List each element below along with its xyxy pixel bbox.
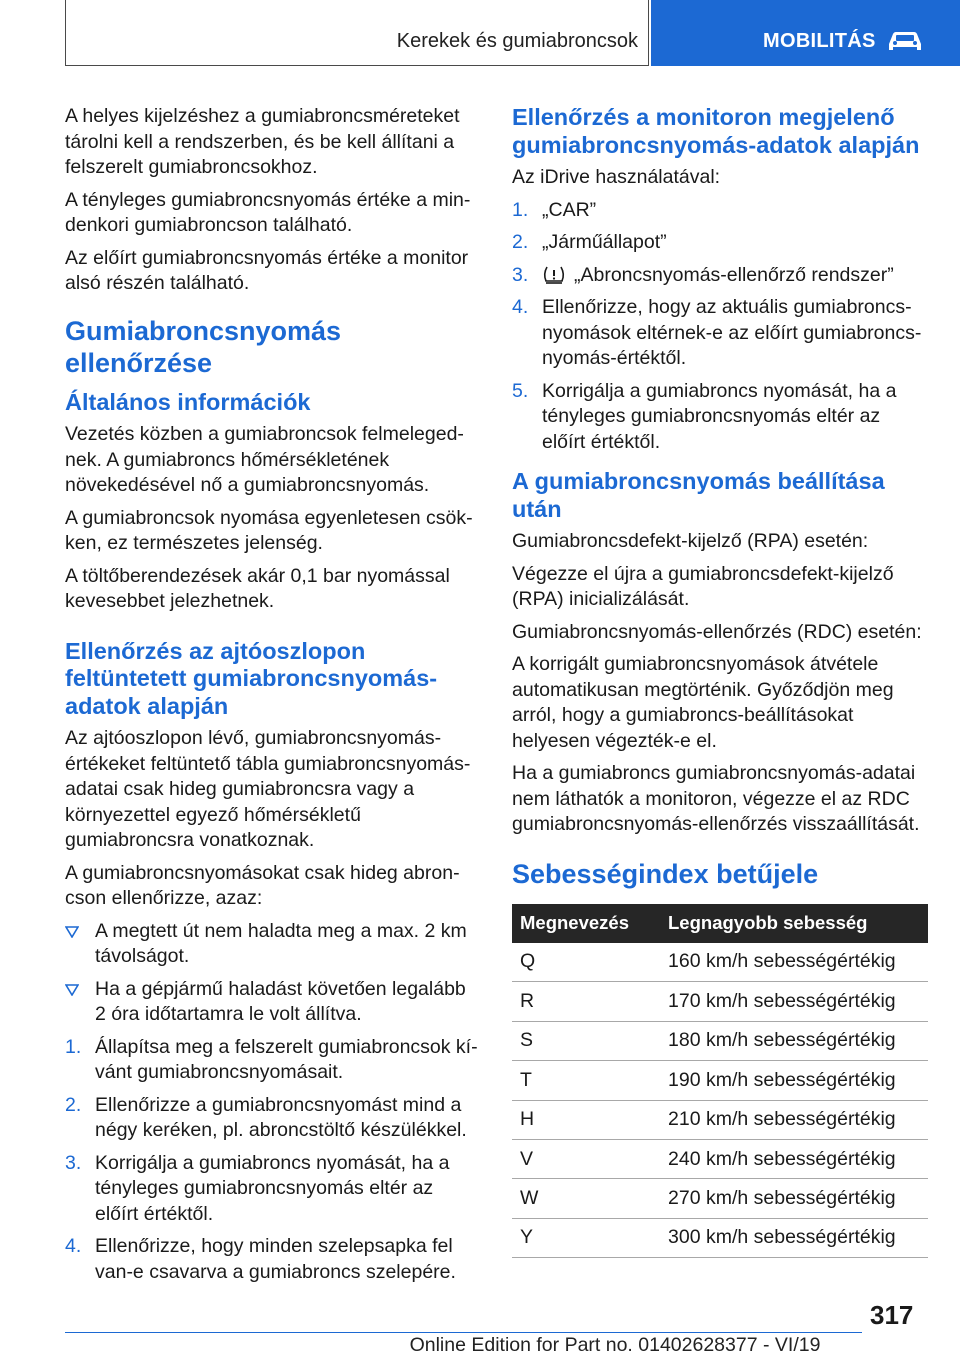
table-row: W 270 km/h sebességértékig <box>512 1179 928 1218</box>
table-header-max-speed: Legnagyobb sebesség <box>660 904 928 943</box>
table-row: R 170 km/h sebességértékig <box>512 982 928 1021</box>
list-item: Ha a gépjármű haladást követően legalább 2 óra időtartamra le volt állítva. <box>65 977 480 1028</box>
intro-paragraph: A helyes kijelzéshez a gumiabroncsméreteket tárolni kell a rendszerben, és be kell állítani a felszerelt gumiabroncsokhoz. <box>65 105 460 178</box>
header-tab-label: MOBILITÁS <box>763 30 876 52</box>
page-number: 317 <box>870 1300 914 1330</box>
table-header-row <box>512 904 928 943</box>
idrive-paragraph: Az iDrive használatával: <box>512 166 721 188</box>
after-paragraph: Gumiabroncsnyomás-ellenőrzés (RDC) esetén: <box>512 620 922 643</box>
list-item: 2. Ellenőrizze a gumiabroncsnyomást mind a négy keréken, pl. abroncstöltő készülékkel. <box>65 1093 467 1141</box>
list-item: 2. „Járműállapot” <box>512 231 667 253</box>
heading-after-setting: A gumiabroncsnyomás beállítása után <box>512 468 885 522</box>
table-row: H 210 km/h sebességértékig <box>512 1100 928 1139</box>
idrive-steps-list <box>512 198 928 456</box>
list-item: 3. „Abroncsnyomás-ellenőrző rendszer” <box>512 263 894 286</box>
general-paragraph: A gumiabroncsok nyomása egyenletesen csökken, ez természetes jelenség. <box>65 506 473 554</box>
triangle-bullet-icon <box>65 919 79 933</box>
general-paragraph: Vezetés közben a gumiabroncsok felmelegednek. A gumiabroncs hőmérsékletének növekedésével nő a gumiabroncsnyomás. <box>65 423 464 496</box>
check-steps-list <box>65 1035 480 1286</box>
after-paragraph: A korrigált gumiabroncsnyomások átvétele automatikusan megtörténik. Győződjön meg arról, hogy a gumiabroncs-beállításokat helyesen végezték-e el. <box>512 653 894 752</box>
table-row: Y 300 km/h sebességértékig <box>512 1218 928 1257</box>
list-item: 1. „CAR” <box>512 198 597 221</box>
condition-bullet-list <box>65 919 480 1028</box>
after-paragraph: Gumiabroncsdefekt-kijelző (RPA) esetén: <box>512 530 869 552</box>
speed-index-table <box>512 904 928 1259</box>
table-row: S 180 km/h sebességértékig <box>512 1021 928 1060</box>
after-paragraph: Ha a gumiabroncs gumiabroncsnyomás-adatai nem láthatók a monitoron, végezze el az RDC gumiabroncsnyomás-ellenőrzés visszaállítását. <box>512 762 920 835</box>
list-item: 5. Korrigálja a gumiabroncs nyomását, ha a tényleges gumiabroncsnyomás eltér az előírt értéktől. <box>512 379 897 453</box>
intro-paragraph: A tényleges gumiabroncsnyomás értéke a mindenkori gumiabroncson található. <box>65 188 471 236</box>
list-item: 3. Korrigálja a gumiabroncs nyomását, ha a tényleges gumiabroncsnyomás eltér az előírt értéktől. <box>65 1151 450 1225</box>
table-header-designation: Megnevezés <box>512 904 660 943</box>
list-item: A megtett út nem haladta meg a max. 2 km távolságot. <box>65 919 480 970</box>
footer-divider <box>65 1332 862 1333</box>
heading-door-pillar-check: Ellenőrzés az ajtóoszlopon feltüntetett gumiabroncsnyomásadatok alapján <box>65 637 438 719</box>
table-row: Q 160 km/h sebességértékig <box>512 943 928 982</box>
table-row: T 190 km/h sebességértékig <box>512 1061 928 1100</box>
heading-speed-index: Sebességindex betűjele <box>512 858 819 889</box>
triangle-bullet-icon <box>65 977 79 991</box>
list-item: 1. Állapítsa meg a felszerelt gumiabroncsok kívánt gumiabroncsnyomásait. <box>65 1035 478 1083</box>
right-column <box>512 104 928 1258</box>
left-column <box>65 104 480 1292</box>
after-paragraph: Végezze el újra a gumiabroncsdefekt-kijelző (RPA) inicializálását. <box>512 562 894 610</box>
footer-edition: Online Edition for Part no. 01402628377 - VI/19 <box>409 1334 821 1356</box>
table-row: V 240 km/h sebességértékig <box>512 1139 928 1178</box>
list-item: 4. Ellenőrizze, hogy az aktuális gumiabroncsnyomások eltérnek-e az előírt gumiabroncsnyomás-értéktől. <box>512 296 922 369</box>
car-icon <box>885 28 925 54</box>
general-paragraph: A töltőberendezések akár 0,1 bar nyomással kevesebbet jelezhetnek. <box>65 564 450 612</box>
heading-tire-pressure-check: Gumiabroncsnyomás ellenőrzése <box>65 315 342 378</box>
list-item: 4. Ellenőrizze, hogy minden szelepsapka fel van-e csavarva a gumiabroncs szelepére. <box>65 1235 456 1283</box>
door-paragraph: Az ajtóoszlopon lévő, gumiabroncsnyomás-értékeket feltüntető tábla gumiabroncsnyomás-adatai csak hideg gumiabroncsra vagy a környezettel egyező hőmérsékletű gumiabroncsra vonatkoznak. <box>65 727 471 851</box>
header-section-title: Kerekek és gumiabroncsok <box>396 30 638 52</box>
intro-paragraph: Az előírt gumiabroncsnyomás értéke a monitor alsó részén található. <box>65 246 469 294</box>
heading-general-info: Általános információk <box>65 388 311 415</box>
heading-monitor-check: Ellenőrzés a monitoron megjelenő gumiabroncsnyomás-adatok alapján <box>512 104 920 158</box>
door-paragraph: A gumiabroncsnyomásokat csak hideg abroncson ellenőrizze, azaz: <box>65 861 460 909</box>
tire-pressure-warning-icon <box>542 265 566 285</box>
